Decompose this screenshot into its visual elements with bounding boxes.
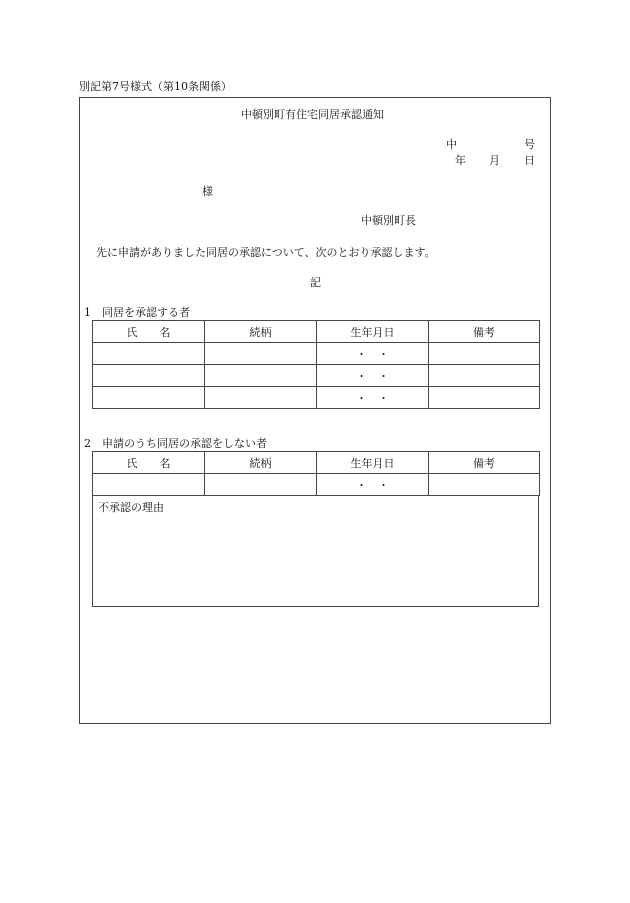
addressee-suffix: 様 (202, 185, 213, 198)
disapproval-reason-label: 不承認の理由 (98, 501, 164, 514)
cell-name (93, 343, 205, 365)
date-day: 日 (524, 154, 535, 167)
table-row (93, 474, 540, 496)
column-header-name: 氏 名 (93, 452, 205, 474)
form-reference: 別記第7号様式（第10条関係） (79, 80, 232, 93)
cell-name (93, 474, 205, 496)
cell-remarks (429, 365, 540, 387)
cell-relationship (205, 343, 317, 365)
cell-remarks (429, 387, 540, 409)
cell-birthdate: ・ ・ (317, 474, 429, 496)
column-header-remarks: 備考 (429, 321, 540, 343)
table-row (93, 387, 540, 409)
date-month: 月 (489, 154, 500, 167)
sender-title: 中頓別町長 (361, 214, 416, 227)
number-prefix: 中 (446, 138, 457, 151)
body-text: 先に申請がありました同居の承認について、次のとおり承認します。 (96, 246, 436, 259)
column-header-name: 氏 名 (93, 321, 205, 343)
table-row (93, 343, 540, 365)
document-title: 中頓別町有住宅同居承認通知 (241, 108, 384, 121)
column-header-relationship: 続柄 (205, 321, 317, 343)
cell-name (93, 365, 205, 387)
column-header-remarks: 備考 (429, 452, 540, 474)
cell-relationship (205, 474, 317, 496)
cell-birthdate: ・ ・ (317, 365, 429, 387)
ki-mark: 記 (310, 276, 321, 289)
date-year: 年 (455, 154, 466, 167)
cell-name (93, 387, 205, 409)
table-row (93, 365, 540, 387)
column-header-birthdate: 生年月日 (317, 452, 429, 474)
column-header-relationship: 続柄 (205, 452, 317, 474)
column-header-birthdate: 生年月日 (317, 321, 429, 343)
section2-heading: 2 申請のうち同居の承認をしない者 (84, 437, 267, 450)
cell-birthdate: ・ ・ (317, 387, 429, 409)
cell-relationship (205, 387, 317, 409)
cell-relationship (205, 365, 317, 387)
document-frame (79, 97, 551, 724)
disapproval-reason-box (92, 496, 539, 607)
cell-remarks (429, 343, 540, 365)
number-suffix: 号 (524, 138, 535, 151)
section1-heading: 1 同居を承認する者 (84, 306, 190, 319)
table-header-row (93, 321, 540, 343)
table-header-row (93, 452, 540, 474)
cell-birthdate: ・ ・ (317, 343, 429, 365)
disapproved-persons-table (92, 451, 540, 496)
cell-remarks (429, 474, 540, 496)
approved-persons-table (92, 320, 540, 409)
